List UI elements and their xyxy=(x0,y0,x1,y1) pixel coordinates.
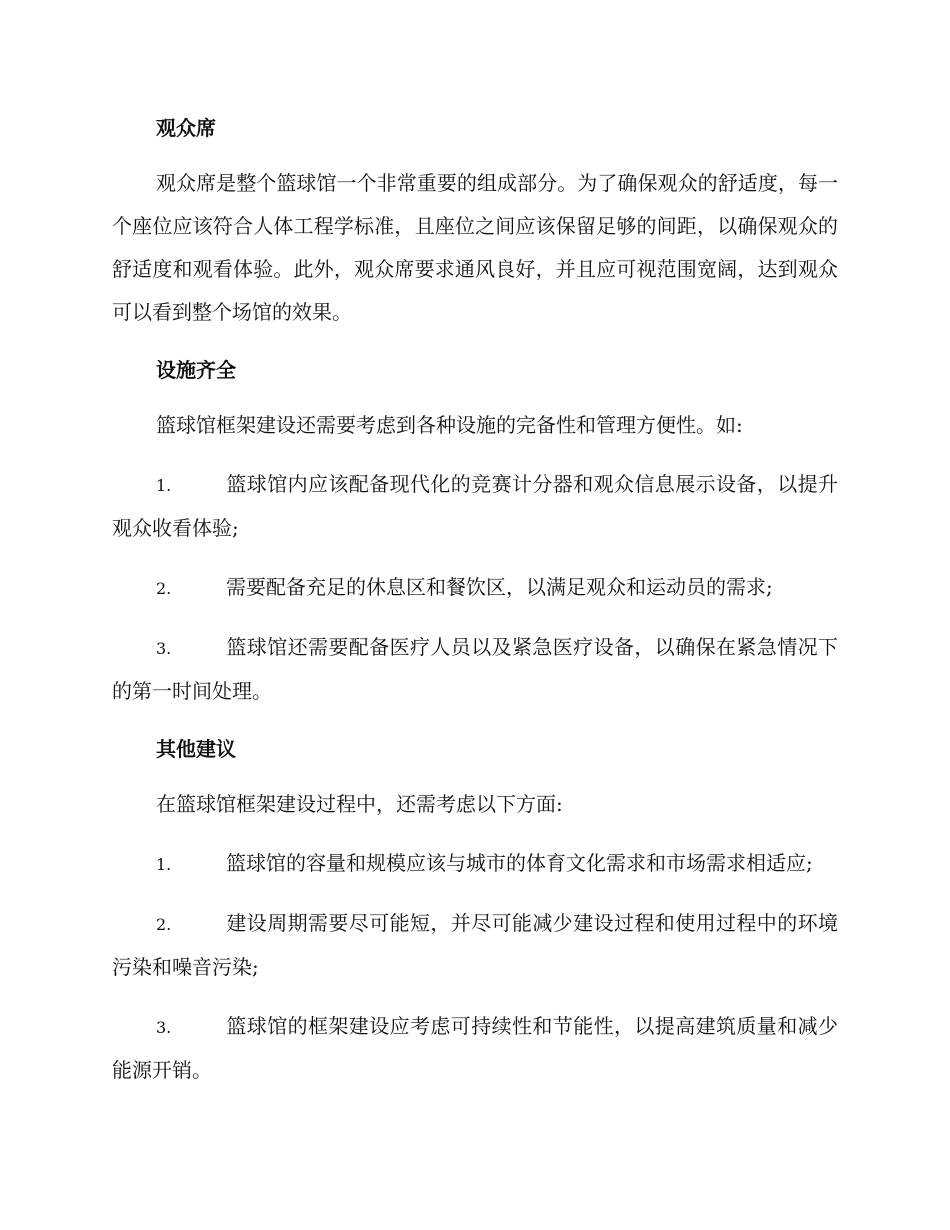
section-heading-facilities: 设施齐全 xyxy=(156,358,236,382)
list-item-text: 建设周期需要尽可能短，并尽可能减少建设过程和使用过程中的环境污染和噪音污染; xyxy=(112,911,838,979)
list-item xyxy=(112,842,838,886)
section-heading-seating: 观众席 xyxy=(156,116,216,140)
list-item xyxy=(112,902,838,989)
list-item-text: 篮球馆内应该配备现代化的竞赛计分器和观众信息展示设备，以提升观众收看体验; xyxy=(112,472,838,540)
list-item-number: 2. xyxy=(156,915,172,934)
list-item-text: 篮球馆的容量和规模应该与城市的体育文化需求和市场需求相适应; xyxy=(226,851,813,875)
section-paragraph-facilities: 篮球馆框架建设还需要考虑到各种设施的完备性和管理方便性。如: xyxy=(156,413,743,437)
list-item-number: 3. xyxy=(156,639,172,658)
list-item-text: 篮球馆的框架建设应考虑可持续性和节能性，以提高建筑质量和减少能源开销。 xyxy=(112,1014,838,1082)
list-item-number: 1. xyxy=(156,855,172,874)
section-heading-other-suggestions: 其他建议 xyxy=(156,737,236,761)
list-item-text: 篮球馆还需要配备医疗人员以及紧急医疗设备，以确保在紧急情况下的第一时间处理。 xyxy=(112,635,838,703)
list-item-number: 3. xyxy=(156,1018,172,1037)
list-item-number: 1. xyxy=(156,476,172,495)
list-item xyxy=(112,626,838,713)
list-item-number: 2. xyxy=(156,579,172,598)
list-item xyxy=(112,566,838,610)
list-item-text: 需要配备充足的休息区和餐饮区，以满足观众和运动员的需求; xyxy=(226,575,773,599)
section-paragraph-other-suggestions: 在篮球馆框架建设过程中，还需考虑以下方面: xyxy=(156,792,563,816)
section-paragraph-seating: 观众席是整个篮球馆一个非常重要的组成部分。为了确保观众的舒适度，每一个座位应该符合人体工程学标准，且座位之间应该保留足够的间距，以确保观众的舒适度和观看体验。此外，观众席要求通风良好，并且应可视范围宽阔，达到观众可以看到整个场馆的效果。 xyxy=(112,171,838,324)
list-item xyxy=(112,1005,838,1092)
list-item xyxy=(112,463,838,550)
